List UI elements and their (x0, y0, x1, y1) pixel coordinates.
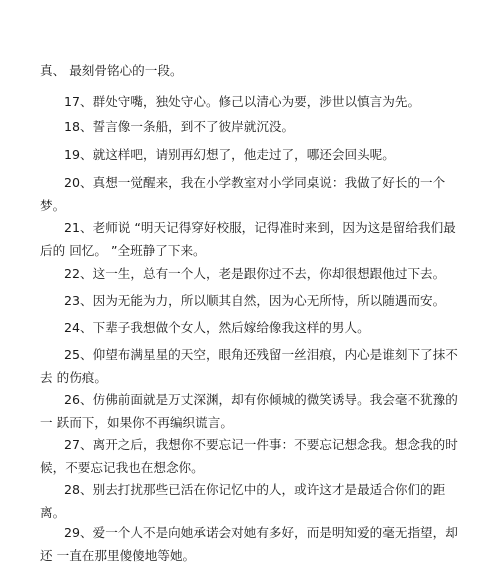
paragraph-24: 24、下辈子我想做个女人，然后嫁给像我这样的男人。 (64, 320, 370, 335)
paragraph-28: 28、别去打扰那些已活在你记忆中的人，或许这才是最适合你们的距离。 (40, 482, 446, 520)
paragraph-19: 19、就这样吧，请别再幻想了，他走过了，哪还会回头呢。 (64, 147, 395, 162)
paragraph-18: 18、誓言像一条船，到不了彼岸就沉没。 (64, 119, 295, 134)
paragraph-25: 25、仰望布满星星的天空，眼角还残留一丝泪痕，内心是谁刻下了抹不去 的伤痕。 (40, 347, 458, 385)
paragraph-22: 22、这一生，总有一个人，老是跟你过不去，你却很想跟他过下去。 (64, 266, 446, 281)
paragraph-27: 27、离开之后，我想你不要忘记一件事：不要忘记想念我。想念我的时 候，不要忘记我也在想念你。 (40, 437, 458, 475)
paragraph-20: 20、真想一觉醒来，我在小学教室对小学同桌说：我做了好长的一个梦。 (40, 175, 446, 213)
paragraph-26: 26、仿佛前面就是万丈深渊，却有你倾城的微笑诱导。我会毫不犹豫的一 跃而下，如果你不再编织谎言。 (40, 392, 458, 430)
paragraph-21: 21、老师说 “明天记得穿好校服，记得准时来到，因为这是留给我们最后的 回忆。 ”全班静了下来。 (40, 220, 456, 258)
paragraph-17: 17、群处守嘴，独处守心。修己以清心为要，涉世以慎言为先。 (64, 94, 421, 109)
paragraph-23: 23、因为无能为力，所以顺其自然，因为心无所恃，所以随遇而安。 (64, 293, 446, 308)
paragraph-intro: 真、 最刻骨铭心的一段。 (40, 63, 183, 78)
paragraph-29: 29、爱一个人不是向她承诺会对她有多好，而是明知爱的毫无指望，却还 一直在那里傻傻地等她。 (40, 525, 458, 563)
